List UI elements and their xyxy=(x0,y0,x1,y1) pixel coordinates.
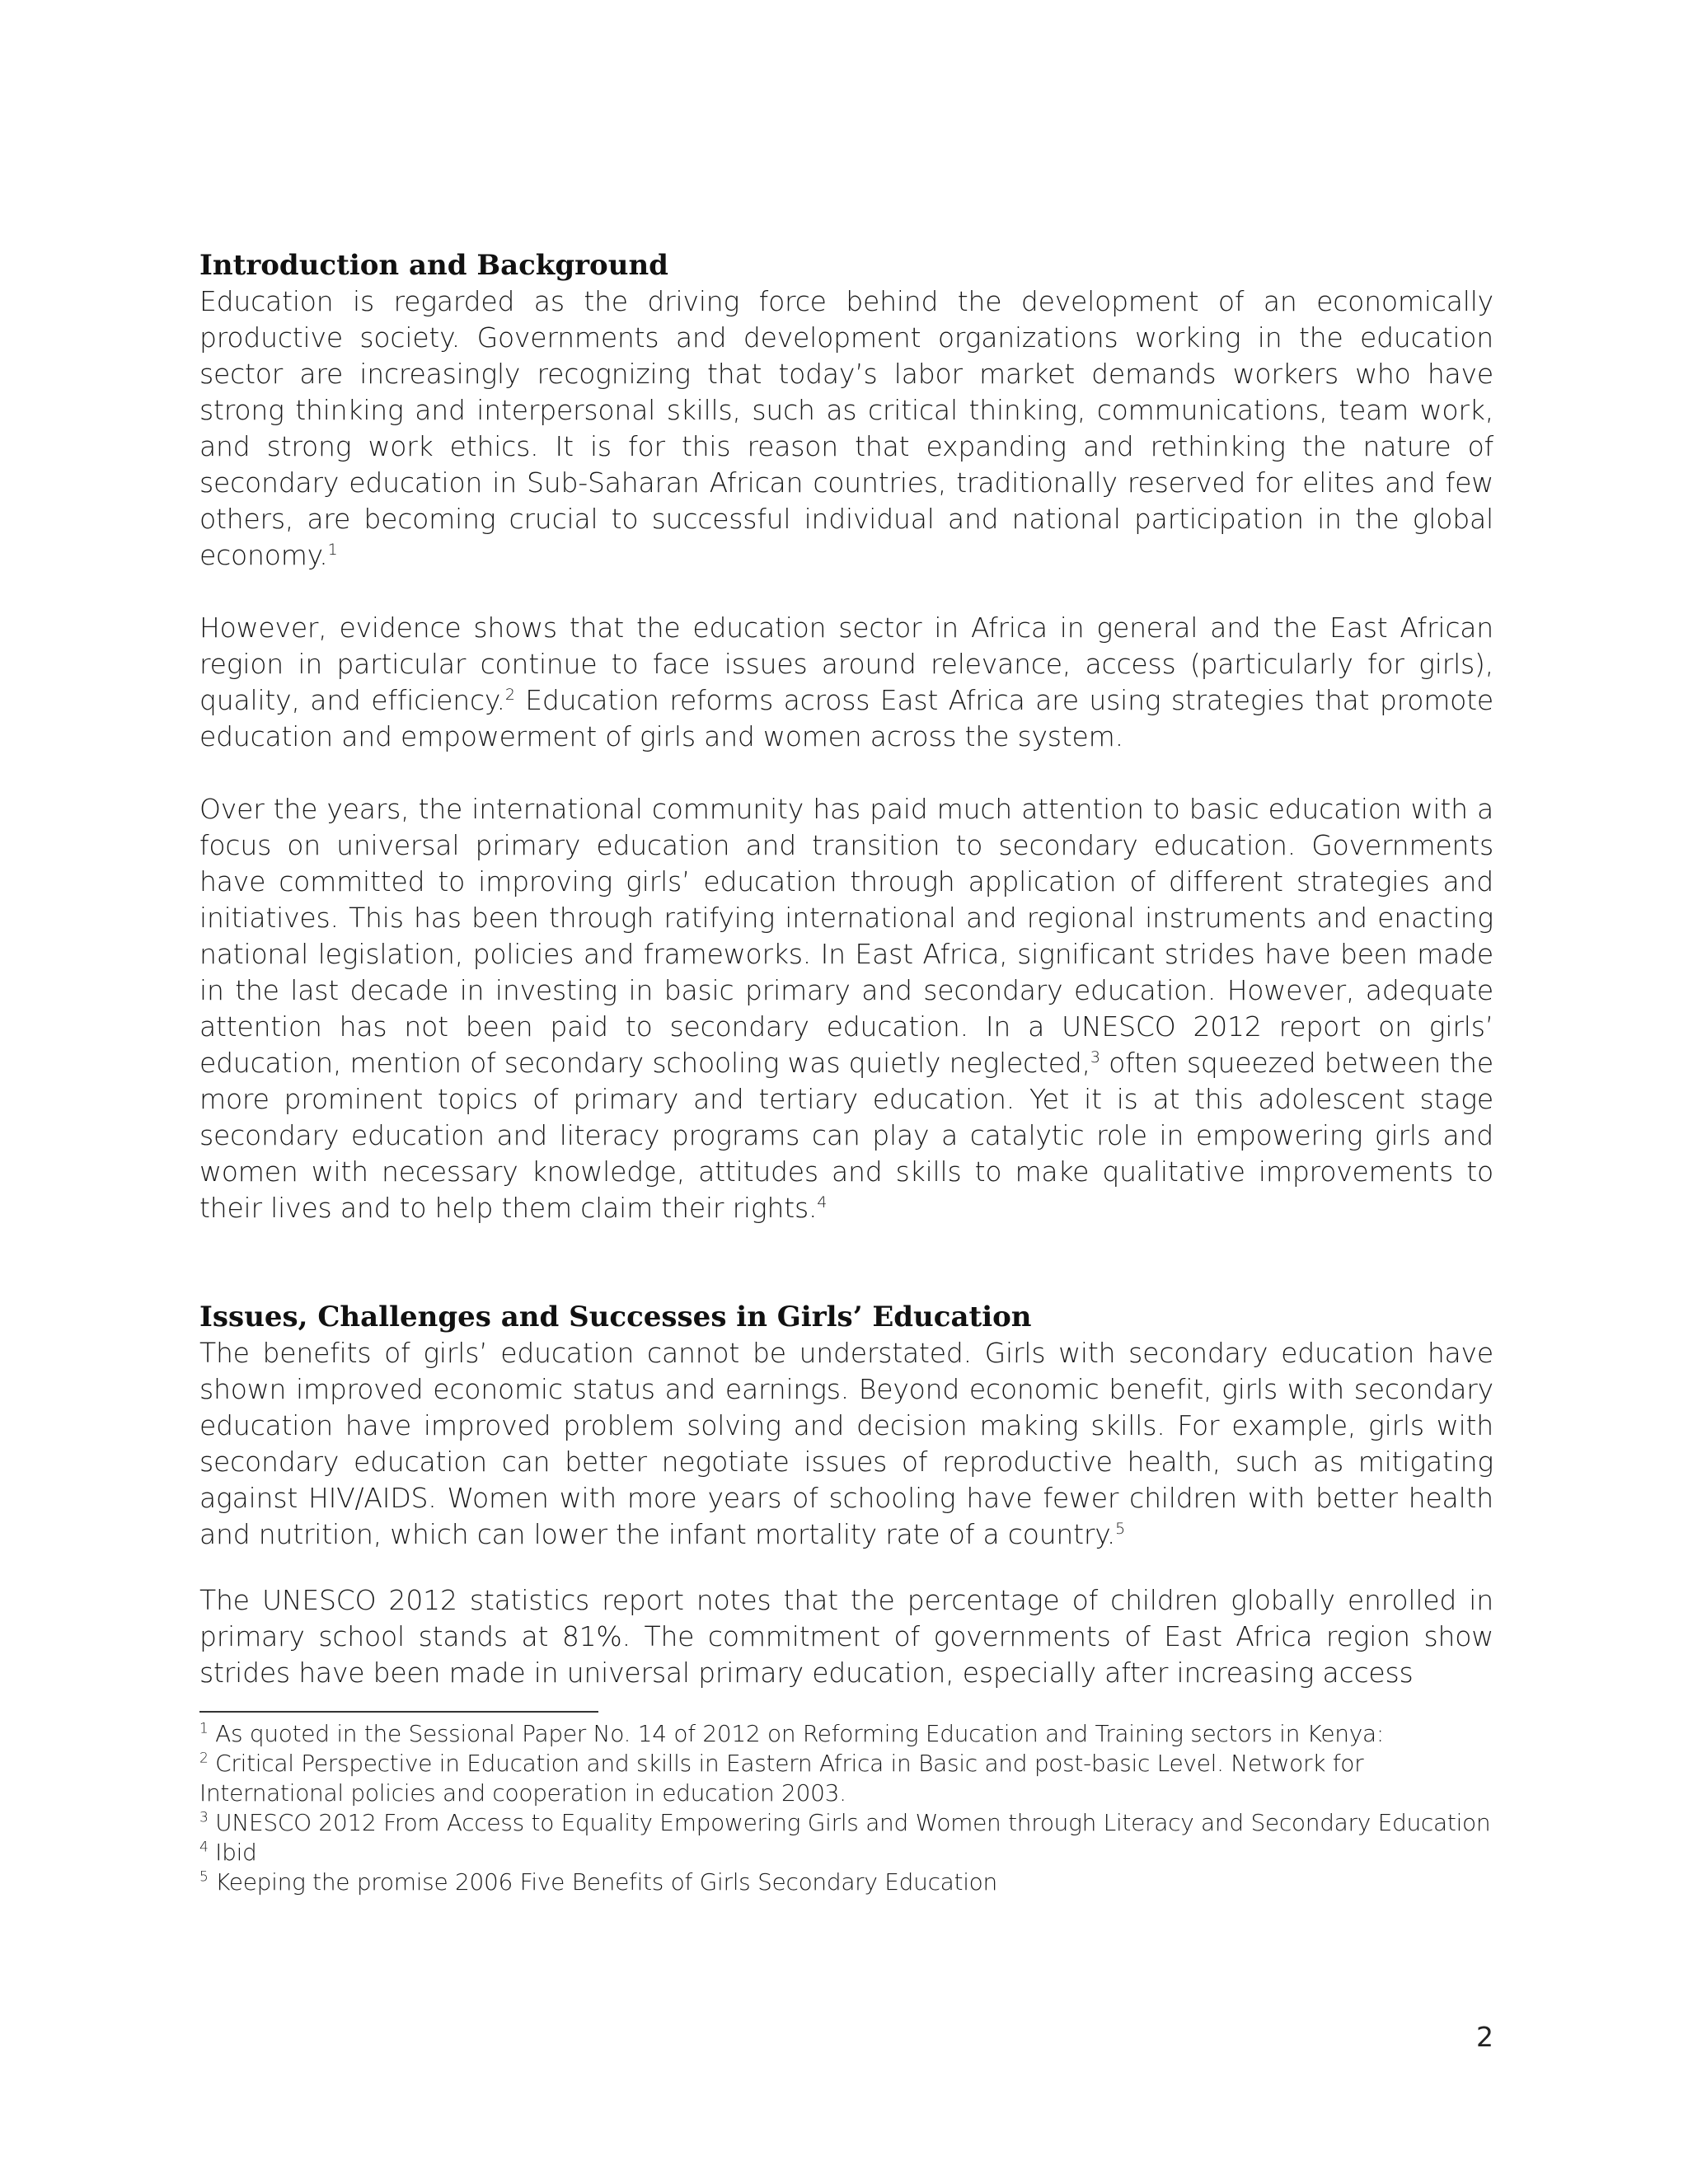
footnotes xyxy=(199,1719,1493,1897)
paragraph-text: The UNESCO 2012 statistics report notes that the percentage of children globally enrolled in primary school stands at 81%. The commitment of governments of East Africa region show strides have been made in universal primary education, especially after increasing access xyxy=(199,1584,1493,1689)
footnote-number: 2 xyxy=(199,1750,209,1767)
paragraph-text: However, evidence shows that the education sector in Africa in general and the East African region in particular continue to face issues around relevance, access (particularly for girls), quality, and efficiency. xyxy=(199,612,1493,716)
footnote-text: Keeping the promise 2006 Five Benefits of Girls Secondary Education xyxy=(215,1868,997,1896)
page-number: 2 xyxy=(1476,2021,1493,2053)
footnote-item xyxy=(199,1838,1493,1868)
footnote-text: Ibid xyxy=(215,1839,257,1866)
footnote-number: 1 xyxy=(199,1720,209,1737)
footnote-item xyxy=(199,1749,1493,1808)
paragraph-text: Education reforms across East Africa are using strategies that promote education and empowerment of girls and women across the system. xyxy=(199,684,1493,752)
paragraph-text: Education is regarded as the driving force behind the development of an economically productive society. Governments and development organizations working in the education sector are increasingly recognizing that today’s labor market demands workers who have strong thinking and interpersonal skills, such as critical thinking, communications, team work, and strong work ethics. It is for this reason that expanding and rethinking the nature of secondary education in Sub-Saharan African countries, traditionally reserved for elites and few others, are becoming crucial to successful individual and national participation in the global economy. xyxy=(199,285,1493,571)
footnote-ref: 2 xyxy=(504,686,515,704)
paragraph xyxy=(199,791,1493,1226)
paragraph xyxy=(199,284,1493,574)
footnote-item xyxy=(199,1808,1493,1838)
document-page xyxy=(199,247,1493,1897)
paragraph-text: The benefits of girls’ education cannot be understated. Girls with secondary education have shown improved economic status and earnings. Beyond economic benefit, girls with secondary education have improved problem solving and decision making skills. For example, girls with secondary education can better negotiate issues of reproductive health, such as mitigating against HIV/AIDS. Women with more years of schooling have fewer children with better health and nutrition, which can lower the infant mortality rate of a country. xyxy=(199,1337,1493,1550)
footnote-ref: 1 xyxy=(327,541,338,559)
footnote-ref: 4 xyxy=(817,1193,828,1212)
paragraph-text: often squeezed between the more prominent topics of primary and tertiary education. Yet it is at this adolescent stage secondary education and literacy programs can play a catalytic role in empowering girls and women with necessary knowledge, attitudes and skills to make qualitative improvements to their lives and to help them claim their rights. xyxy=(199,1047,1493,1224)
paragraph xyxy=(199,1582,1493,1691)
footnote-ref: 5 xyxy=(1115,1520,1126,1538)
footnote-number: 3 xyxy=(199,1809,209,1826)
footnote-text: As quoted in the Sessional Paper No. 14 of 2012 on Reforming Education and Training sectors in Kenya: xyxy=(215,1720,1384,1747)
footnote-divider xyxy=(199,1711,598,1713)
footnote-number: 5 xyxy=(199,1868,209,1886)
footnote-text: UNESCO 2012 From Access to Equality Empowering Girls and Women through Literacy and Secondary Education xyxy=(208,1809,1491,1836)
footnote-ref: 3 xyxy=(1090,1048,1100,1066)
section-heading-issues: Issues, Challenges and Successes in Girls’ Education xyxy=(199,1301,1032,1333)
paragraph xyxy=(199,1335,1493,1553)
footnote-text: Critical Perspective in Education and skills in Eastern Africa in Basic and post-basic Level. Network for International policies and cooperation in education 2003. xyxy=(199,1750,1364,1807)
section-heading-introduction: Introduction and Background xyxy=(199,249,668,282)
footnote-item xyxy=(199,1868,1493,1897)
paragraph-text: Over the years, the international community has paid much attention to basic education with a focus on universal primary education and transition to secondary education. Governments have committed to improving girls’ education through application of different strategies and initiatives. This has been through ratifying international and regional instruments and enacting national legislation, policies and frameworks. In East Africa, significant strides have been made in the last decade in investing in basic primary and secondary education. However, adequate attention has not been paid to secondary education. In a UNESCO 2012 report on girls’ education, mention of secondary schooling was quietly neglected, xyxy=(199,793,1493,1079)
footnote-number: 4 xyxy=(199,1839,209,1856)
footnote-item xyxy=(199,1719,1493,1749)
paragraph xyxy=(199,610,1493,755)
